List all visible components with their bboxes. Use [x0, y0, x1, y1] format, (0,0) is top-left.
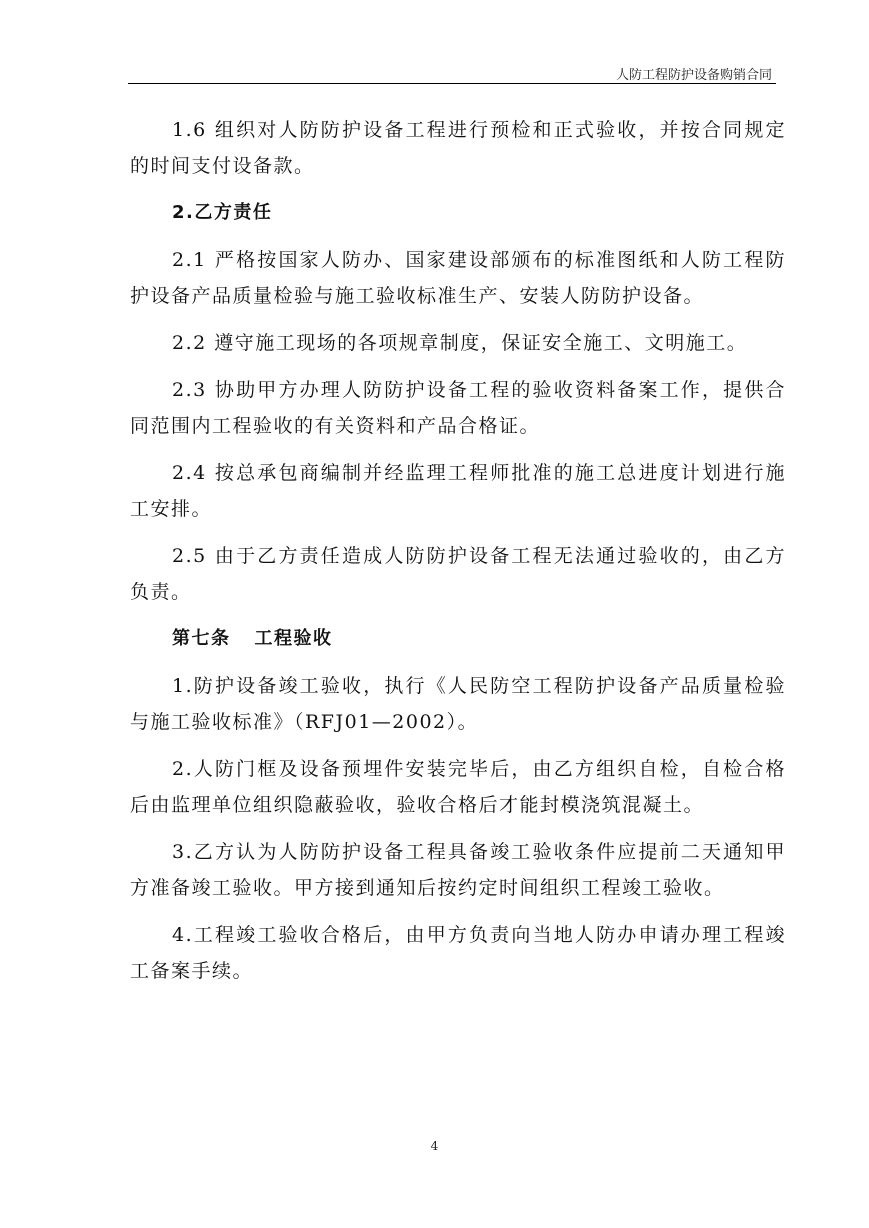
acceptance-clause-3: 3.乙方认为人防防护设备工程具备竣工验收条件应提前二天通知甲方准备竣工验收。甲方接到通知后按约定时间组织工程竣工验收。: [130, 841, 786, 899]
acceptance-clause-2: 2.人防门框及设备预埋件安装完毕后，由乙方组织自检，自检合格后由监理单位组织隐蔽验收，验收合格后才能封模浇筑混凝土。: [130, 758, 786, 816]
clause-2-4: 2.4 按总承包商编制并经监理工程师批准的施工总进度计划进行施工安排。: [130, 462, 786, 520]
clause-1-6: 1.6 组织对人防防护设备工程进行预检和正式验收，并按合同规定的时间支付设备款。: [130, 119, 786, 177]
clause-2-3: 2.3 协助甲方办理人防防护设备工程的验收资料备案工作，提供合同范围内工程验收的有关资料和产品合格证。: [130, 379, 786, 437]
document-body: [130, 112, 786, 989]
header-divider: [128, 83, 776, 84]
article-heading: [130, 621, 786, 657]
acceptance-clause-4: 4.工程竣工验收合格后，由甲方负责向当地人防办申请办理工程竣工备案手续。: [130, 924, 786, 982]
page-number: 4: [430, 1139, 439, 1153]
running-header-title: 人防工程防护设备购销合同: [615, 68, 772, 83]
article-title: 工程验收: [254, 628, 333, 649]
article-number: 第七条: [172, 628, 231, 649]
clause-2-2: 2.2 遵守施工现场的各项规章制度，保证安全施工、文明施工。: [172, 332, 748, 354]
clause-2-5: 2.5 由于乙方责任造成人防防护设备工程无法通过验收的，由乙方负责。: [130, 545, 786, 603]
clause-2-1: 2.1 严格按国家人防办、国家建设部颁布的标准图纸和人防工程防护设备产品质量检验与施工验收标准生产、安装人防防护设备。: [130, 249, 786, 307]
section-heading-party-b-responsibility: 2.乙方责任: [172, 202, 273, 223]
acceptance-clause-1: 1.防护设备竣工验收，执行《人民防空工程防护设备产品质量检验与施工验收标准》（RFJ01—2002）。: [130, 675, 786, 733]
